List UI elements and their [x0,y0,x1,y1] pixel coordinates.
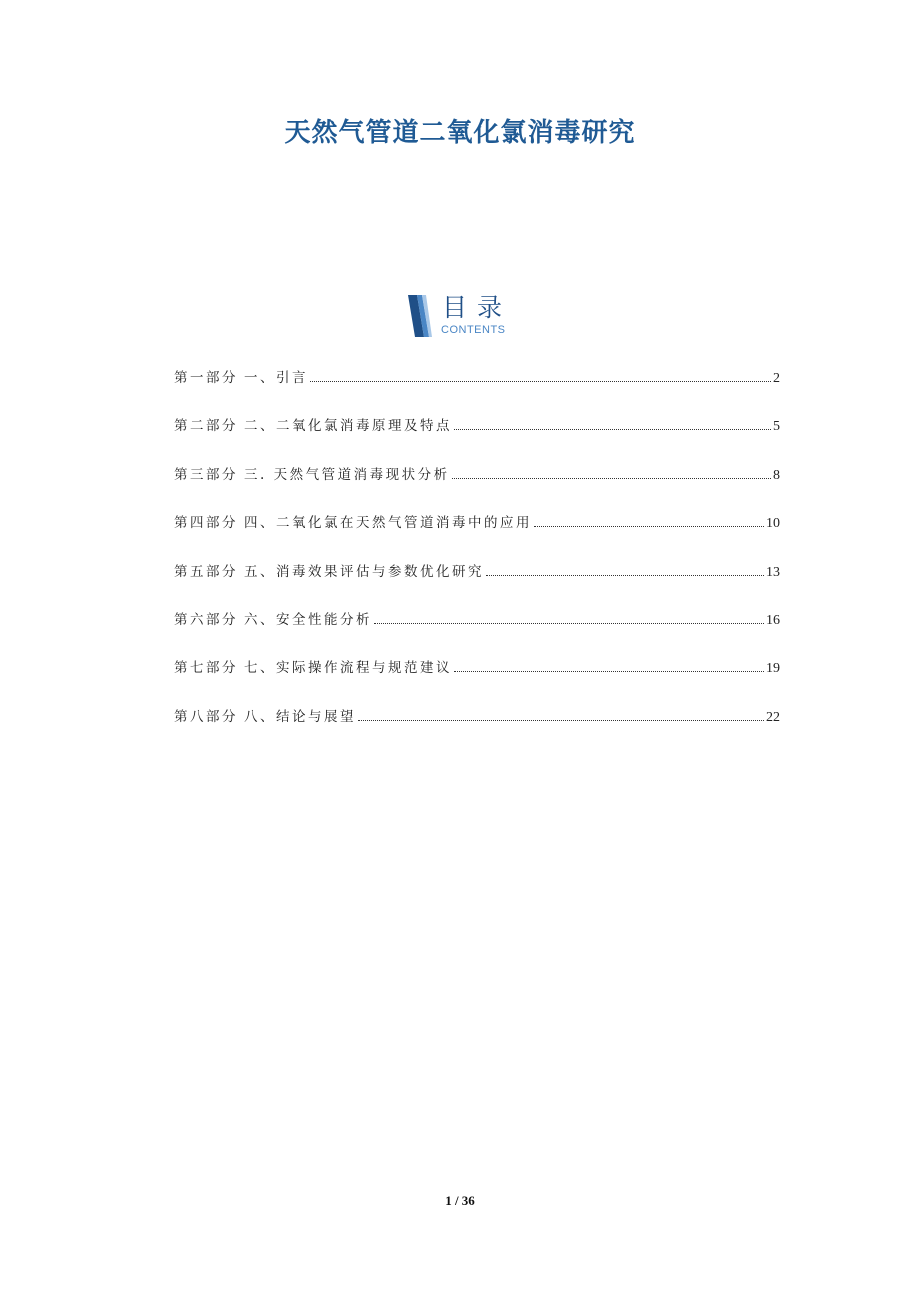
toc-entry-part-label: 第三部分 [174,466,238,483]
toc-entry-page-number: 5 [773,419,780,435]
toc-entry-part-8[interactable] [174,705,780,753]
toc-entry-title: 四、二氧化氯在天然气管道消毒中的应用 [244,515,532,532]
toc-dot-leader [454,670,764,672]
toc-entry-part-label: 第八部分 [174,708,238,725]
toc-dot-leader [374,622,764,624]
toc-entry-title: 二、二氧化氯消毒原理及特点 [244,418,452,435]
toc-entry-title: 一、引言 [244,370,308,386]
toc-entry-page-number: 22 [766,709,780,725]
toc-entry-page-number: 16 [766,612,780,628]
toc-subheading: CONTENTS [441,324,506,336]
toc-entry-title: 六、安全性能分析 [244,611,372,628]
toc-logo-icon [408,295,432,337]
toc-dot-leader [454,428,771,430]
toc-entry-title: 三. 天然气管道消毒现状分析 [244,466,450,483]
toc-entry-title: 七、实际操作流程与规范建议 [244,660,452,677]
toc-entry-part-3[interactable] [174,463,780,511]
toc-entry-part-label: 第五部分 [174,563,238,580]
toc-dot-leader [358,719,764,721]
toc-header [408,293,528,341]
toc-entry-page-number: 19 [766,661,780,677]
toc-entry-part-label: 第四部分 [174,515,238,532]
toc-heading: 目录 [442,293,513,322]
toc-entry-part-5[interactable] [174,560,780,608]
toc-entry-part-1[interactable] [174,366,780,414]
toc-entry-part-label: 第一部分 [174,370,238,386]
toc-entry-part-label: 第七部分 [174,660,238,677]
toc-entry-part-6[interactable] [174,608,780,656]
toc-entry-part-label: 第二部分 [174,418,238,435]
toc-entry-page-number: 2 [773,371,780,386]
toc-entry-part-label: 第六部分 [174,611,238,628]
document-title: 天然气管道二氧化氯消毒研究 [284,118,636,148]
toc-dot-leader [452,477,771,479]
toc-entry-page-number: 13 [766,564,780,580]
table-of-contents [174,366,780,753]
toc-entry-part-7[interactable] [174,656,780,704]
toc-dot-leader [534,525,764,527]
toc-entry-title: 八、结论与展望 [244,708,356,725]
page-number-footer: 1 / 36 [445,1193,475,1208]
toc-entry-page-number: 8 [773,467,780,483]
toc-entry-title: 五、消毒效果评估与参数优化研究 [244,563,484,580]
toc-entry-part-2[interactable] [174,414,780,462]
toc-dot-leader [310,380,771,382]
toc-entry-part-4[interactable] [174,511,780,559]
toc-dot-leader [486,574,764,576]
toc-entry-page-number: 10 [766,516,780,532]
